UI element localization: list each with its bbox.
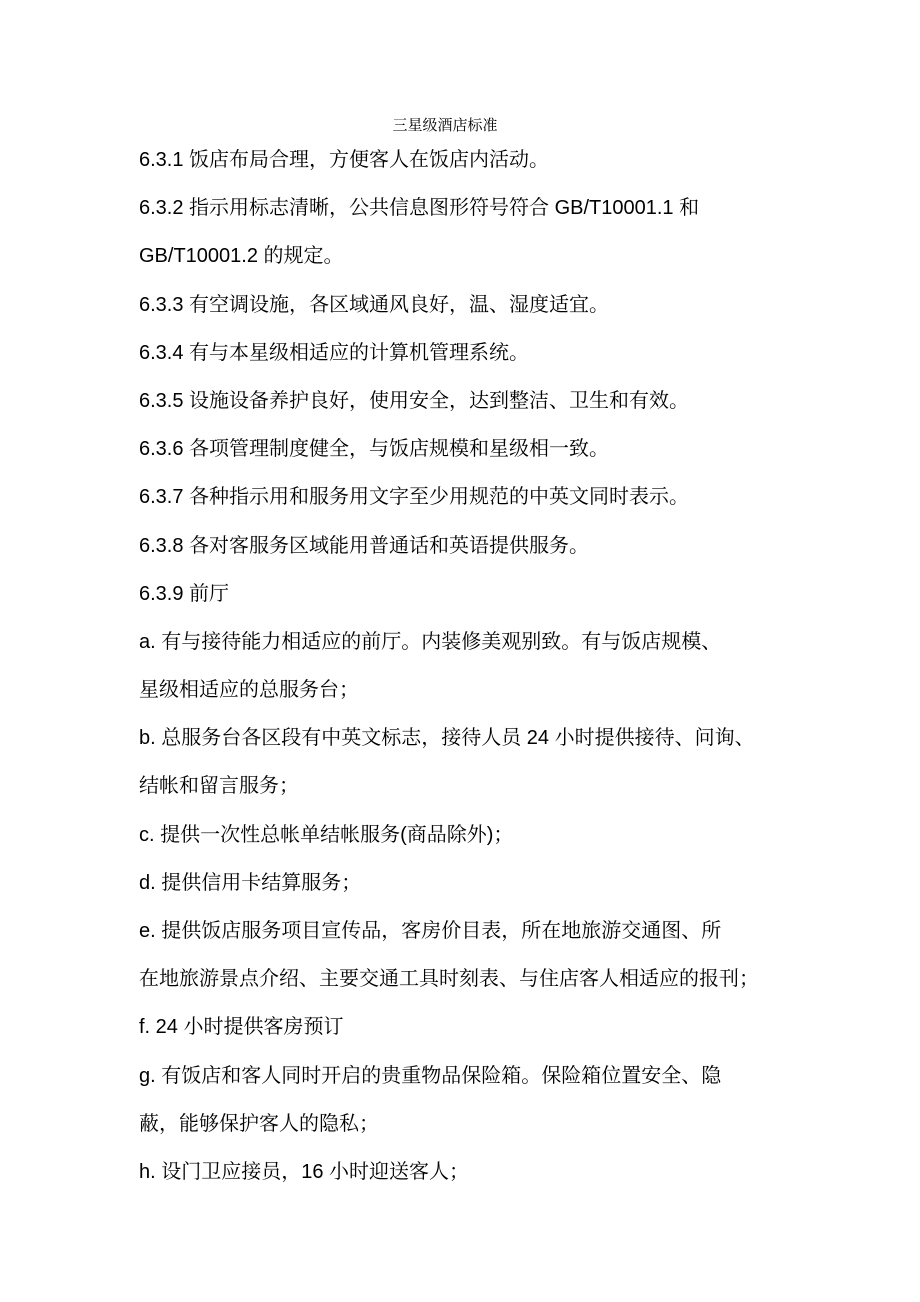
text-line: 6.3.9 前厅	[139, 582, 230, 605]
document-body	[139, 145, 819, 1205]
text-line: c. 提供一次性总帐单结帐服务(商品除外)；	[139, 823, 514, 846]
text-line: 6.3.3 有空调设施，各区域通风良好，温、湿度适宜。	[139, 293, 610, 316]
text-line: h. 设门卫应接员，16 小时迎送客人；	[139, 1160, 470, 1183]
text-line: 6.3.4 有与本星级相适应的计算机管理系统。	[139, 341, 530, 364]
text-line: 6.3.7 各种指示用和服务用文字至少用规范的中英文同时表示。	[139, 486, 690, 509]
text-line: 结帐和留言服务；	[139, 775, 299, 798]
text-line: d. 提供信用卡结算服务；	[139, 871, 362, 894]
text-line: 6.3.1 饭店布局合理，方便客人在饭店内活动。	[139, 149, 550, 171]
text-line: GB/T10001.2 的规定。	[139, 245, 344, 268]
text-line: 星级相适应的总服务台；	[139, 679, 359, 702]
text-line: 6.3.6 各项管理制度健全，与饭店规模和星级相一致。	[139, 438, 610, 461]
text-line: a. 有与接待能力相适应的前厅。内装修美观别致。有与饭店规模、	[139, 630, 722, 653]
text-line: 蔽，能够保护客人的隐私；	[139, 1112, 379, 1135]
document-title: 三星级酒店标准	[392, 116, 498, 134]
text-line: f. 24 小时提供客房预订	[139, 1016, 344, 1039]
text-line: 在地旅游景点介绍、主要交通工具时刻表、与住店客人相适应的报刊；	[139, 968, 759, 991]
text-line: 6.3.8 各对客服务区域能用普通话和英语提供服务。	[139, 534, 590, 557]
text-line: g. 有饭店和客人同时开启的贵重物品保险箱。保险箱位置安全、隐	[139, 1064, 722, 1087]
text-line: 6.3.5 设施设备养护良好，使用安全，达到整洁、卫生和有效。	[139, 389, 690, 412]
text-line: b. 总服务台各区段有中英文标志，接待人员 24 小时提供接待、问询、	[139, 727, 755, 750]
text-line: e. 提供饭店服务项目宣传品，客房价目表，所在地旅游交通图、所	[139, 920, 722, 942]
text-line: 6.3.2 指示用标志清晰，公共信息图形符号符合 GB/T10001.1 和	[139, 197, 700, 220]
